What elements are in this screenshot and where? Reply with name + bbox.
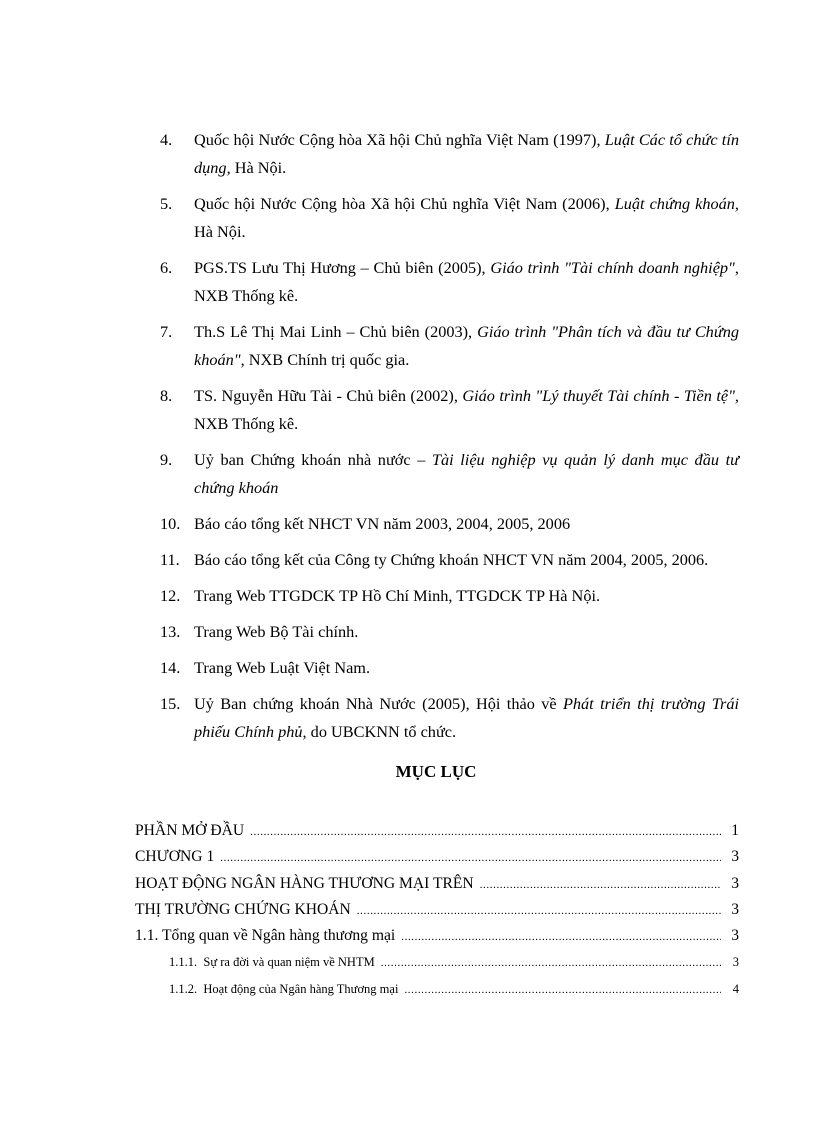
toc-entry[interactable] — [135, 923, 739, 949]
toc-entry-label: 1.1.1. Sự ra đời và quan niệm về NHTM — [169, 955, 375, 970]
reference-text-part: PGS.TS Lưu Thị Hương – Chủ biên (2005), — [194, 258, 491, 277]
reference-text-part: Báo cáo tổng kết NHCT VN năm 2003, 2004, 2005, 2006 — [194, 514, 571, 533]
reference-item — [0, 126, 739, 182]
reference-item — [0, 618, 739, 646]
toc-page-number: 4 — [732, 981, 739, 996]
toc-dot-leader — [381, 950, 721, 976]
reference-text-part: Hà Nội. — [194, 222, 246, 241]
reference-text — [194, 386, 739, 433]
reference-number: 6. — [160, 258, 173, 277]
toc-page-number: 3 — [732, 955, 739, 970]
toc-dot-leader — [480, 872, 721, 898]
table-of-contents — [135, 818, 739, 1002]
reference-text-part: NXB Thống kê. — [194, 414, 299, 433]
reference-item — [0, 446, 739, 502]
reference-text-part: Trang Web TTGDCK TP Hồ Chí Minh, TTGDCK TP Hà Nội. — [194, 586, 601, 605]
reference-item — [0, 190, 739, 246]
reference-number: 8. — [160, 386, 173, 405]
reference-number: 12. — [160, 586, 181, 605]
reference-item — [0, 382, 739, 438]
reference-text — [194, 450, 739, 497]
toc-entry[interactable] — [135, 897, 739, 923]
toc-dot-leader — [250, 819, 721, 845]
toc-entry-label: PHẦN MỞ ĐẦU — [135, 822, 245, 839]
reference-title: Phát triển thị trường Trái phiếu Chính phủ, — [194, 694, 739, 741]
reference-number: 5. — [160, 194, 173, 213]
toc-page-number: 3 — [731, 874, 739, 892]
reference-number: 7. — [160, 322, 173, 341]
reference-text-part: Th.S Lê Thị Mai Linh – Chủ biên (2003), — [194, 322, 478, 341]
reference-item — [0, 254, 739, 310]
toc-entry-label: THỊ TRƯỜNG CHỨNG KHOÁN — [135, 900, 351, 918]
reference-title: Giáo trình "Lý thuyết Tài chính - Tiền tệ", — [462, 386, 739, 405]
reference-item — [0, 690, 739, 746]
reference-text — [194, 322, 739, 369]
reference-number: 10. — [160, 514, 181, 533]
reference-number: 9. — [160, 450, 173, 469]
reference-title: Giáo trình "Tài chính doanh nghiệp" — [490, 258, 735, 277]
toc-entry[interactable] — [135, 976, 739, 1002]
reference-text-part: , NXB Thống kê. — [194, 258, 739, 305]
reference-text — [194, 586, 600, 605]
toc-entry[interactable] — [135, 818, 739, 844]
toc-page-number: 1 — [731, 822, 739, 839]
toc-entry-label: CHƯƠNG 1 — [135, 848, 215, 866]
reference-text — [194, 622, 358, 641]
toc-entry[interactable] — [135, 949, 739, 975]
reference-item — [0, 546, 739, 574]
reference-text — [194, 550, 708, 569]
reference-title: Tài liệu nghiệp vụ quản lý danh mục đầu tư chứng khoán — [194, 450, 739, 497]
reference-text-part: Quốc hội Nước Cộng hòa Xã hội Chủ nghĩa Việt Nam (1997), — [194, 130, 605, 149]
toc-dot-leader — [404, 977, 721, 1003]
toc-page-number: 3 — [731, 927, 739, 945]
reference-text-part: Hà Nội. — [230, 158, 287, 177]
toc-entry-label: HOẠT ĐỘNG NGÂN HÀNG THƯƠNG MẠI TRÊN — [135, 874, 474, 892]
reference-number: 15. — [160, 694, 181, 713]
reference-item — [0, 654, 739, 682]
reference-title: Giáo trình "Phân tích và đầu tư Chứng khoán", — [194, 322, 739, 369]
reference-text-part: TS. Nguyễn Hữu Tài - Chủ biên (2002), — [194, 386, 463, 405]
reference-text — [194, 694, 739, 741]
reference-item — [0, 318, 739, 374]
toc-page-number: 3 — [731, 900, 739, 918]
reference-item — [0, 582, 739, 610]
toc-entry-label: 1.1. Tổng quan về Ngân hàng thương mại — [135, 927, 396, 945]
toc-title: MỤC LỤC — [395, 762, 477, 781]
toc-entry[interactable] — [135, 871, 739, 897]
toc-dot-leader — [357, 898, 721, 924]
reference-text — [194, 194, 739, 241]
reference-text-part: NXB Chính trị quốc gia. — [244, 350, 410, 369]
reference-number: 13. — [160, 622, 181, 641]
reference-text-part: Uỷ Ban chứng khoán Nhà Nước (2005), Hội thảo về — [194, 694, 563, 713]
reference-number: 14. — [160, 658, 181, 677]
reference-number: 11. — [160, 550, 180, 569]
toc-entry-label: 1.1.2. Hoạt động của Ngân hàng Thương mại — [169, 981, 399, 996]
reference-text — [194, 514, 570, 533]
reference-title: Luật chứng khoán, — [614, 194, 740, 213]
reference-text-part: Báo cáo tổng kết của Công ty Chứng khoán NHCT VN năm 2004, 2005, 2006. — [194, 550, 709, 569]
reference-text-part: Trang Web Bộ Tài chính. — [194, 622, 359, 641]
toc-page-number: 3 — [731, 848, 739, 866]
toc-dot-leader — [220, 845, 721, 871]
reference-number: 4. — [160, 130, 173, 149]
reference-list — [0, 126, 816, 754]
toc-entry[interactable] — [135, 844, 739, 870]
reference-item — [0, 510, 739, 538]
reference-text — [194, 130, 739, 177]
reference-text — [194, 658, 370, 677]
reference-title: Luật Các tổ chức tín dụng, — [194, 130, 739, 177]
reference-text — [194, 258, 739, 305]
toc-dot-leader — [401, 924, 721, 950]
reference-text-part: Uỷ ban Chứng khoán nhà nước – — [194, 450, 432, 469]
reference-text-part: Trang Web Luật Việt Nam. — [194, 658, 371, 677]
reference-text-part: Quốc hội Nước Cộng hòa Xã hội Chủ nghĩa Việt Nam (2006), — [194, 194, 615, 213]
reference-text-part: do UBCKNN tổ chức. — [306, 722, 457, 741]
